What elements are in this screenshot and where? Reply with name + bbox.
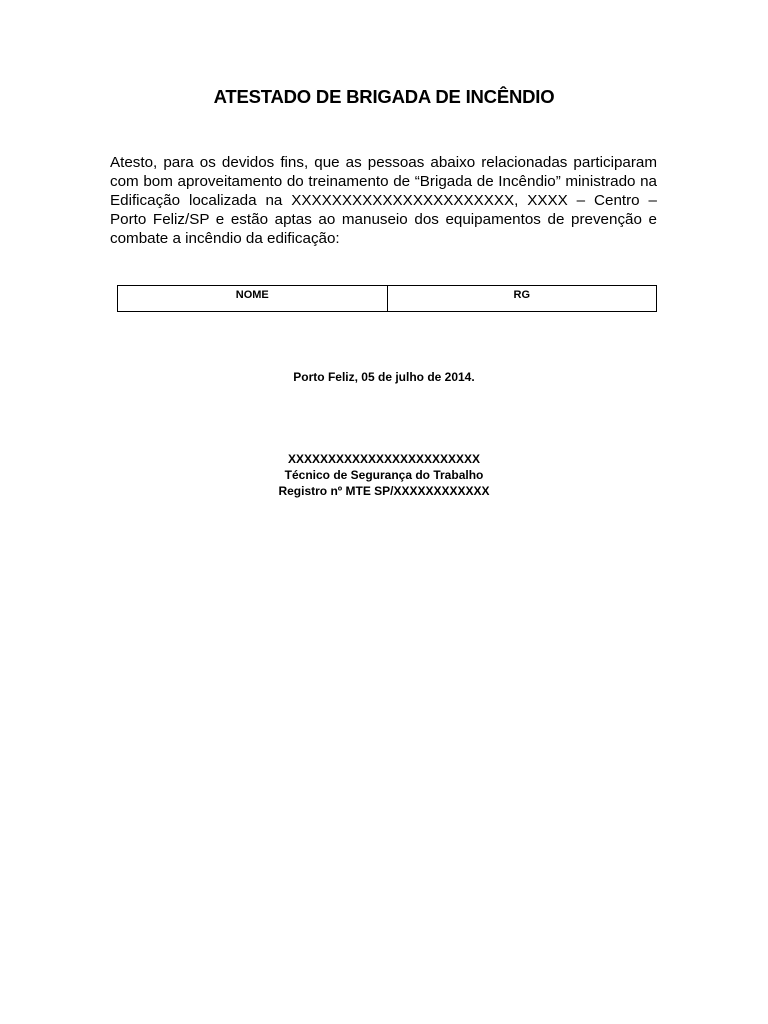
signatory-name: XXXXXXXXXXXXXXXXXXXXXXXX bbox=[287, 452, 481, 466]
document-title: ATESTADO DE BRIGADA DE INCÊNDIO bbox=[213, 86, 555, 107]
signatory-role: Técnico de Segurança do Trabalho bbox=[284, 468, 484, 482]
table-header-rg: RG bbox=[387, 286, 657, 311]
table-header-name: NOME bbox=[235, 289, 269, 301]
participants-table bbox=[117, 285, 657, 312]
signatory-registration: Registro nº MTE SP/XXXXXXXXXXXX bbox=[278, 484, 490, 498]
signature-block bbox=[0, 451, 768, 499]
attestation-paragraph: Atesto, para os devidos fins, que as pessoas abaixo relacionadas participaram com bom aproveitamento do treinamento de “Brigada de Incêndio” ministrado na Edificação localizada na XXXXXXXXXXXXXXXXXXXXXX, XXXX – Centro – Porto Feliz/SP e estão aptas ao manuseio dos equipamentos de prevenção e combate a incêndio da edificação: bbox=[110, 154, 657, 247]
date-line: Porto Feliz, 05 de julho de 2014. bbox=[293, 370, 475, 384]
